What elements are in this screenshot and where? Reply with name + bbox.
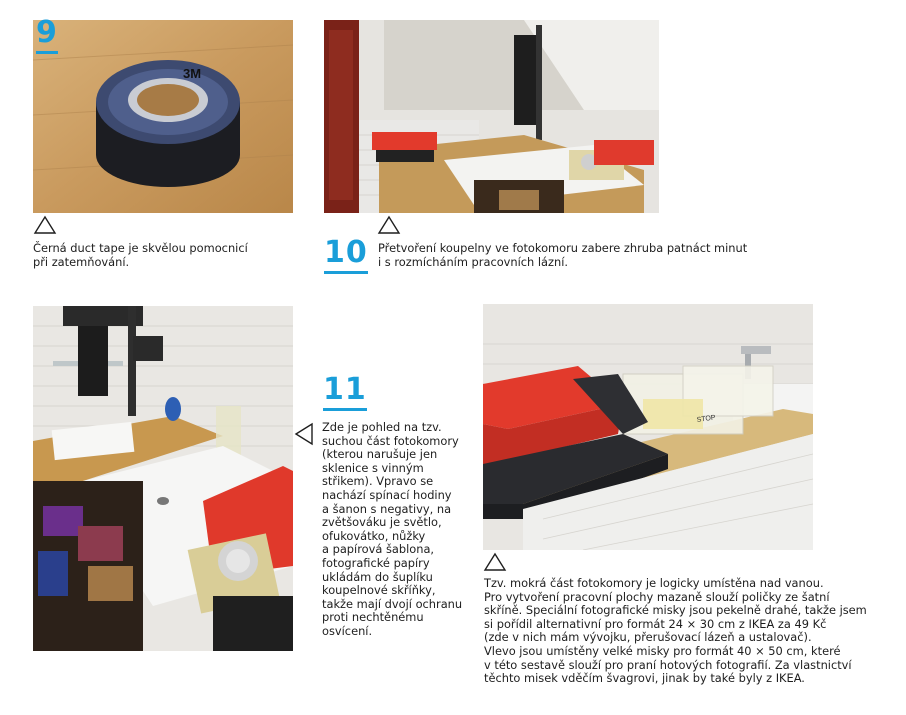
triangle-pointer-icon [377,215,401,235]
step-10-caption: Přetvoření koupelny ve fotokomoru zabere zhruba patnáct minut i s rozmícháním pracovních lázní. [378,241,748,269]
step-11-caption: Zde je pohled na tzv. suchou část fotokomory (kterou narušuje jen sklenice s vinným střikem). Vpravo se nachází spínací hodiny a šanon s negativy, na zvětšováku je světlo, ofukovátko, nůžky a papírová šablona, fotografické papíry ukládám do šuplíku koupelnové skříňky, takže mají dvojí ochranu proti nechtěnému osvícení. [322,420,463,638]
step-11-number: 11 [323,373,367,411]
photo-bathroom-darkroom [324,20,659,213]
tape-logo-3m: 3M [183,66,202,81]
step-9-caption: Černá duct tape je skvělou pomocnicí při zatemňování. [33,241,248,269]
triangle-pointer-icon [294,422,314,446]
step-10-number: 10 [324,236,368,274]
photo-wet-part [483,304,813,550]
step-9-number: 9 [36,16,58,54]
photo-dry-part [33,306,293,651]
stop-bath-label: STOP [696,414,717,424]
triangle-pointer-icon [483,552,507,572]
step-12-caption: Tzv. mokrá část fotokomory je logicky umístěna nad vanou. Pro vytvoření pracovní plochy mazaně slouží poličky ze šatní skříně. Speciální fotografické misky jsou pekelně drahé, takže jsem si pořídil alternativní pro formát 24 × 30 cm z IKEA za 49 Kč (zde v nich mám vývojku, přerušovací lázeň a ustalovač). Vlevo jsou umístěny velké misky pro formát 40 × 50 cm, které v této sestavě slouží pro praní hotových fotografií. Za vlastnictví těchto misek vděčím švagrovi, jinak by také byly z IKEA. [484,576,867,686]
triangle-pointer-icon [33,215,57,235]
photo-duct-tape [33,20,293,213]
